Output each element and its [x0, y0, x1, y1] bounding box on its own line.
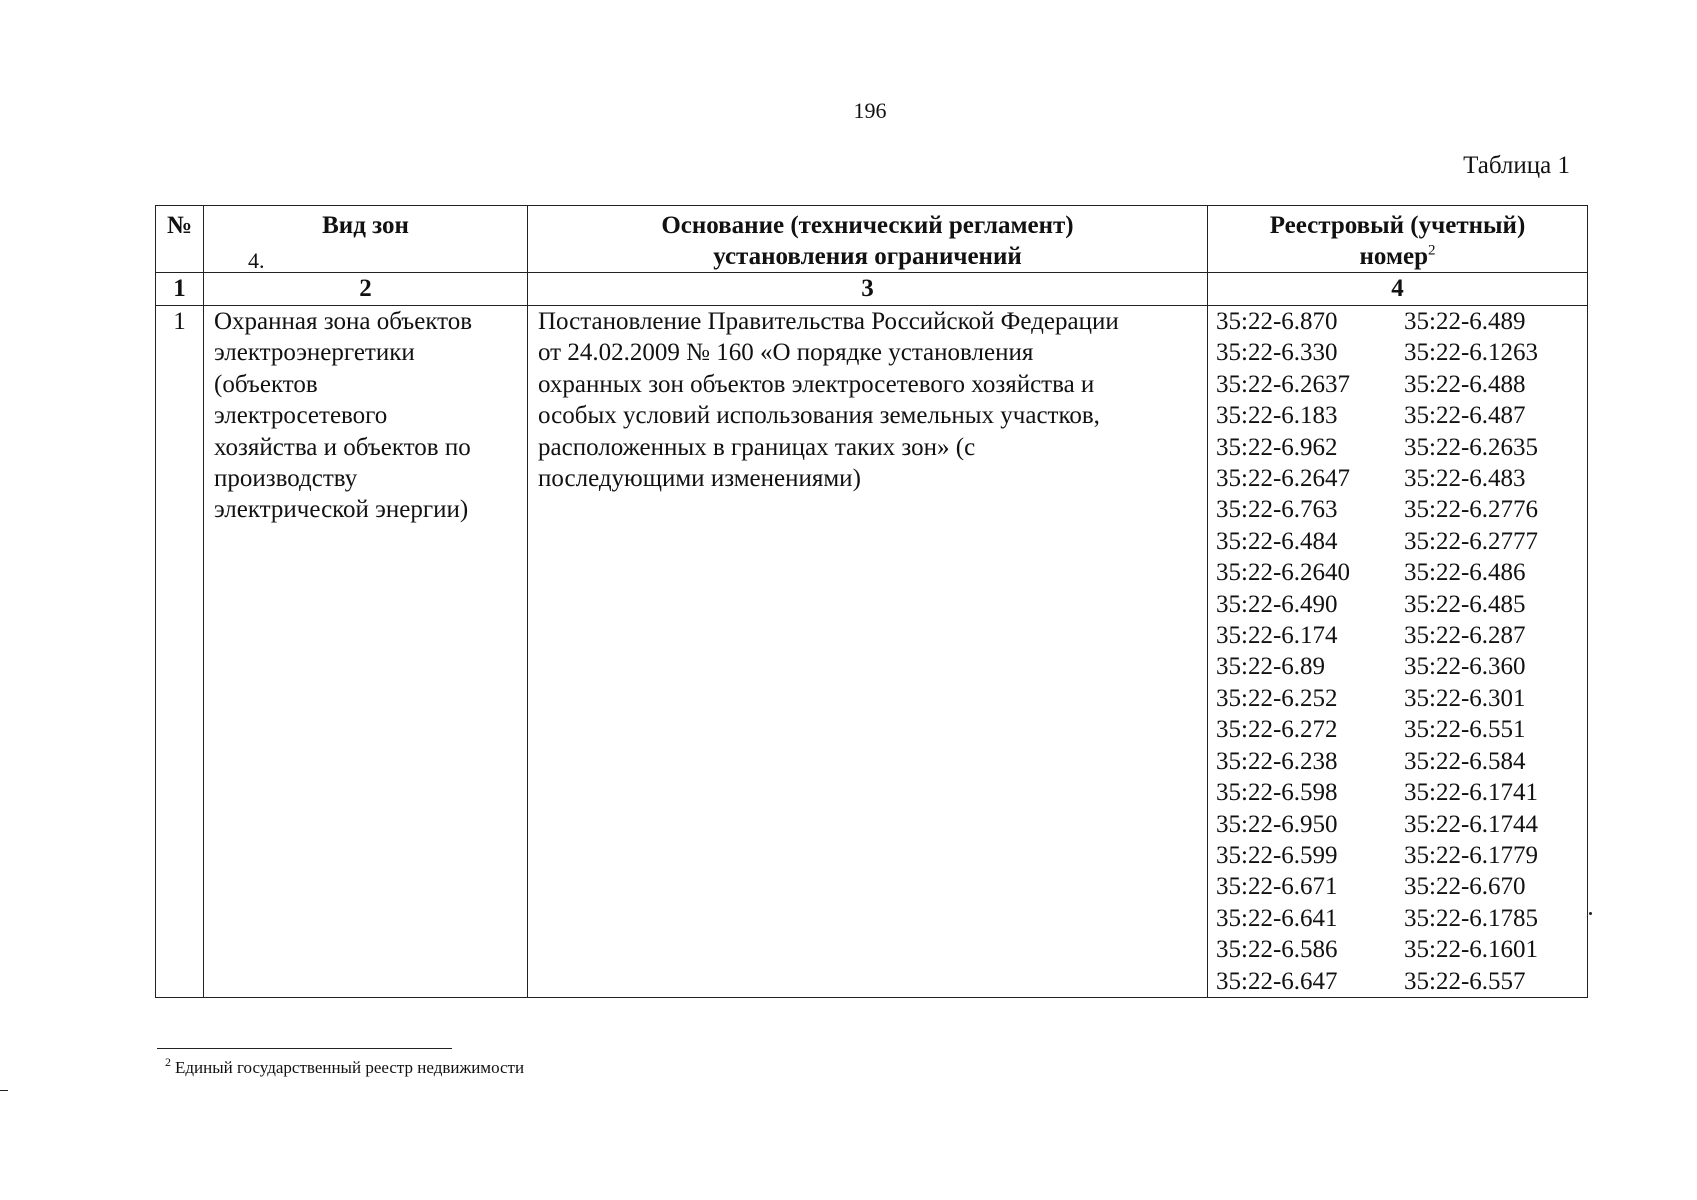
page-number: 196: [853, 98, 887, 123]
registry-number-left: 35:22-6.641: [1216, 904, 1338, 932]
header-basis-line1: Основание (технический регламент): [661, 212, 1074, 239]
header-num: [156, 206, 204, 273]
column-number-4: 4: [1208, 273, 1588, 306]
table-row: [156, 306, 1588, 998]
registry-number-right: 35:22-6.2635: [1404, 433, 1539, 461]
registry-number-right: 35:22-6.486: [1404, 559, 1526, 587]
column-number-row: [156, 273, 1588, 306]
header-footnote-mark: 2: [1427, 242, 1436, 259]
stray-dot: [1589, 912, 1592, 915]
registry-number-right: 35:22-6.1785: [1404, 904, 1539, 932]
footnote: [165, 1055, 525, 1078]
registry-number-left: 35:22-6.174: [1216, 622, 1338, 650]
header-registry-number: [1208, 206, 1588, 273]
registry-number-right: 35:22-6.485: [1404, 590, 1526, 618]
registry-number-left: 35:22-6.870: [1216, 308, 1338, 335]
margin-mark: [0, 1090, 8, 1091]
zone-type-line: (объектов: [214, 370, 318, 398]
registry-number-left: 35:22-6.586: [1216, 936, 1338, 964]
header-stray-mark: 4.: [248, 248, 265, 273]
column-number-1: 1: [156, 273, 204, 306]
registry-number-left: 35:22-6.252: [1216, 684, 1338, 712]
registry-number-left: 35:22-6.950: [1216, 810, 1338, 838]
restrictions-table: [155, 205, 1588, 998]
table-label: Таблица 1: [1463, 152, 1570, 179]
basis-line: охранных зон объектов электросетевого хозяйства и: [538, 370, 1095, 398]
registry-number-right: 35:22-6.2777: [1404, 527, 1539, 555]
basis-line: Постановление Правительства Российской Федерации: [538, 308, 1119, 335]
zone-type-line: электросетевого: [214, 402, 388, 430]
registry-number-right: 35:22-6.2776: [1404, 496, 1539, 524]
row-number: 1: [156, 306, 204, 998]
registry-number-right: 35:22-6.584: [1404, 747, 1526, 775]
basis-line: от 24.02.2009 № 160 «О порядке установления: [538, 339, 1034, 367]
zone-type-line: Охранная зона объектов: [214, 308, 473, 335]
registry-number-left: 35:22-6.490: [1216, 590, 1338, 618]
zone-type-cell: [204, 306, 528, 998]
registry-number-left: 35:22-6.330: [1216, 339, 1338, 367]
registry-number-left: 35:22-6.2637: [1216, 370, 1351, 398]
registry-number-left: 35:22-6.2647: [1216, 465, 1351, 493]
header-basis: [528, 206, 1208, 273]
zone-type-line: электрической энергии): [214, 496, 469, 524]
registry-number-left: 35:22-6.647: [1216, 967, 1338, 995]
footnote-text: Единый государственный реестр недвижимости: [175, 1058, 525, 1077]
registry-number-left: 35:22-6.89: [1216, 653, 1326, 681]
header-registry-line2: [1208, 241, 1587, 272]
registry-number-left: 35:22-6.599: [1216, 841, 1338, 869]
zone-type-line: электроэнергетики: [214, 339, 415, 367]
registry-number-right: 35:22-6.670: [1404, 873, 1526, 901]
registry-numbers-grid: [1216, 306, 1587, 997]
column-number-2: 2: [204, 273, 528, 306]
header-basis-line2: установления ограничений: [713, 243, 1022, 270]
registry-number-left: 35:22-6.484: [1216, 527, 1338, 555]
footnote-mark: 2: [165, 1055, 171, 1070]
registry-number-right: 35:22-6.360: [1404, 653, 1526, 681]
footnote-divider: [157, 1048, 452, 1049]
registry-number-right: 35:22-6.301: [1404, 684, 1526, 712]
registry-number-right: 35:22-6.489: [1404, 308, 1526, 335]
registry-number-right: 35:22-6.487: [1404, 402, 1526, 430]
registry-number-right: 35:22-6.287: [1404, 622, 1526, 650]
registry-number-left: 35:22-6.763: [1216, 496, 1338, 524]
header-registry-line2-text: номер: [1359, 243, 1428, 270]
registry-number-left: 35:22-6.962: [1216, 433, 1338, 461]
registry-number-right: 35:22-6.557: [1404, 967, 1526, 995]
registry-number-left: 35:22-6.671: [1216, 873, 1338, 901]
basis-cell: [528, 306, 1208, 998]
registry-number-left: 35:22-6.238: [1216, 747, 1338, 775]
basis-line: последующими изменениями): [538, 465, 861, 493]
header-zone-type-label: Вид зон: [322, 212, 409, 239]
zone-type-line: хозяйства и объектов по: [214, 433, 471, 461]
registry-number-right: 35:22-6.1779: [1404, 841, 1539, 869]
header-row: [156, 206, 1588, 273]
registry-number-right: 35:22-6.1263: [1404, 339, 1539, 367]
header-registry-line1: Реестровый (учетный): [1269, 212, 1526, 239]
basis-line: расположенных в границах таких зон» (с: [538, 433, 976, 461]
registry-number-left: 35:22-6.183: [1216, 402, 1338, 430]
registry-numbers-cell: [1208, 306, 1588, 998]
zone-type-line: производству: [214, 465, 358, 493]
column-number-3: 3: [528, 273, 1208, 306]
header-zone-type: [204, 206, 528, 273]
registry-number-left: 35:22-6.598: [1216, 779, 1338, 807]
registry-number-left: 35:22-6.272: [1216, 716, 1338, 744]
registry-number-right: 35:22-6.1741: [1404, 779, 1539, 807]
registry-number-right: 35:22-6.483: [1404, 465, 1526, 493]
registry-number-right: 35:22-6.488: [1404, 370, 1526, 398]
header-num-label: №: [166, 212, 193, 239]
registry-number-right: 35:22-6.551: [1404, 716, 1526, 744]
basis-line: особых условий использования земельных участков,: [538, 402, 1100, 430]
registry-number-right: 35:22-6.1601: [1404, 936, 1539, 964]
registry-number-left: 35:22-6.2640: [1216, 559, 1351, 587]
registry-number-right: 35:22-6.1744: [1404, 810, 1539, 838]
